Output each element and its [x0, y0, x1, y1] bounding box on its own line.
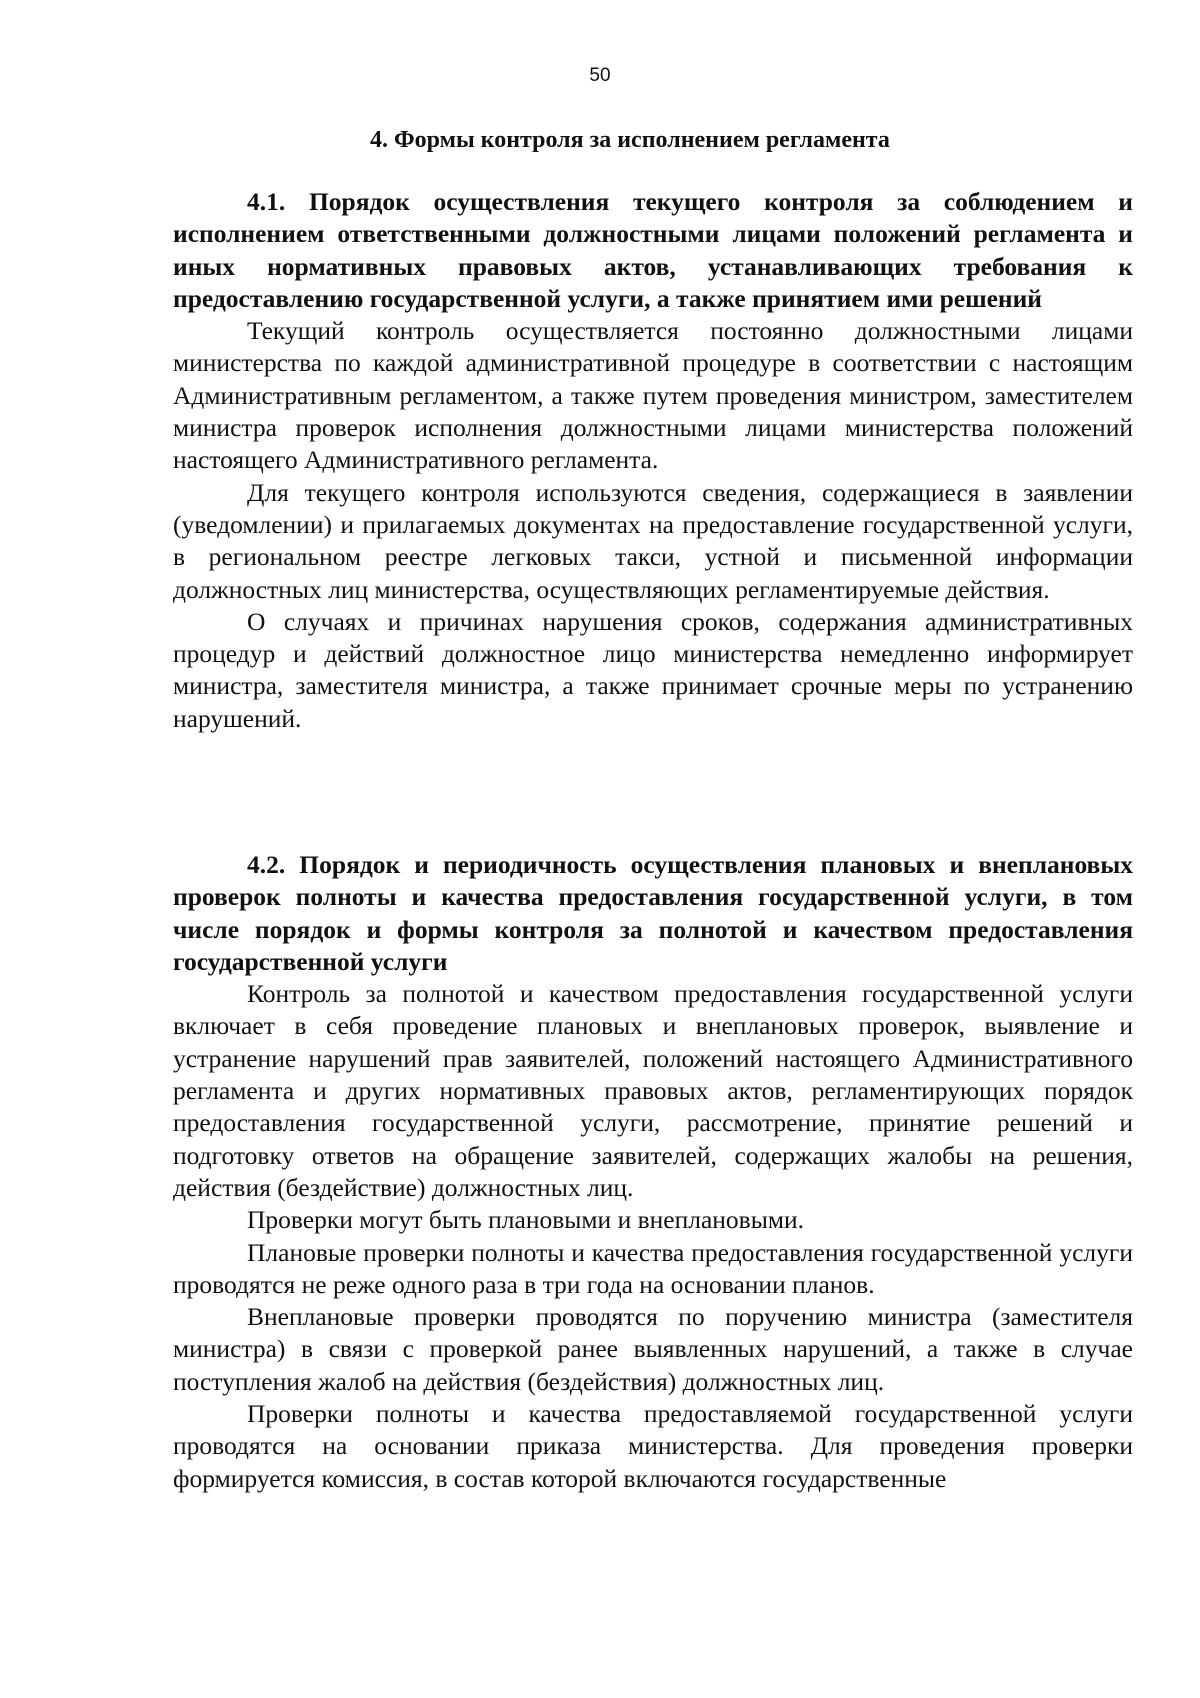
chapter-title: 4. Формы контроля за исполнением регламента [370, 127, 890, 153]
page-number: 50 [589, 65, 611, 86]
section-4-2-paragraph-2: Проверки могут быть плановыми и внеплановыми. [247, 1205, 805, 1235]
section-4-1-paragraph-3: О случаях и причинах нарушения сроков, содержания административных процедур и действий должностное лицо министерства немедленно информирует министра, заместителя министра, а также принимает срочные меры по устранению нарушений. [173, 606, 1133, 733]
section-4-1-paragraph-2: Для текущего контроля используются сведения, содержащиеся в заявлении (уведомлении) и прилагаемых документах на предоставление государственной услуги, в региональном реестре легковых такси, устной и письменной информации должностных лиц министерства, осуществляющих регламентируемые действия. [173, 477, 1133, 604]
section-4-1-heading: 4.1. Порядок осуществления текущего контроля за соблюдением и исполнением ответственными должностными лицами положений регламента и иных нормативных правовых актов, устанавливающих требования к предоставлению государственной услуги, а также принятием ими решений [173, 187, 1133, 313]
section-4-2-heading: 4.2. Порядок и периодичность осуществления плановых и внеплановых проверок полноты и качества предоставления государственной услуги, в том числе порядок и формы контроля за полнотой и качеством предоставления государственной услуги [173, 850, 1133, 976]
section-4-2 [173, 849, 1133, 1495]
section-4-1 [173, 186, 1133, 735]
section-4-2-paragraph-5: Проверки полноты и качества предоставляемой государственной услуги проводятся на основании приказа министерства. Для проведения проверки формируется комиссия, в состав которой включаются государственные [173, 1399, 1133, 1493]
section-4-1-paragraph-1: Текущий контроль осуществляется постоянно должностными лицами министерства по каждой административной процедуре в соответствии с настоящим Административным регламентом, а также путем проведения министром, заместителем министра проверок исполнения должностными лицами министерства положений настоящего Административного регламента. [173, 316, 1133, 475]
section-4-2-paragraph-1: Контроль за полнотой и качеством предоставления государственной услуги включает в себя проведение плановых и внеплановых проверок, выявление и устранение нарушений прав заявителей, положений настоящего Административного регламента и других нормативных правовых актов, регламентирующих порядок предоставления государственной услуги, рассмотрение, принятие решений и подготовку ответов на обращение заявителей, содержащих жалобы на решения, действия (бездействие) должностных лиц. [173, 979, 1133, 1202]
section-4-2-paragraph-4: Внеплановые проверки проводятся по поручению министра (заместителя министра) в связи с проверкой ранее выявленных нарушений, а также в случае поступления жалоб на действия (бездействия) должностных лиц. [173, 1302, 1133, 1396]
section-4-2-paragraph-3: Плановые проверки полноты и качества предоставления государственной услуги проводятся не реже одного раза в три года на основании планов. [173, 1237, 1133, 1299]
